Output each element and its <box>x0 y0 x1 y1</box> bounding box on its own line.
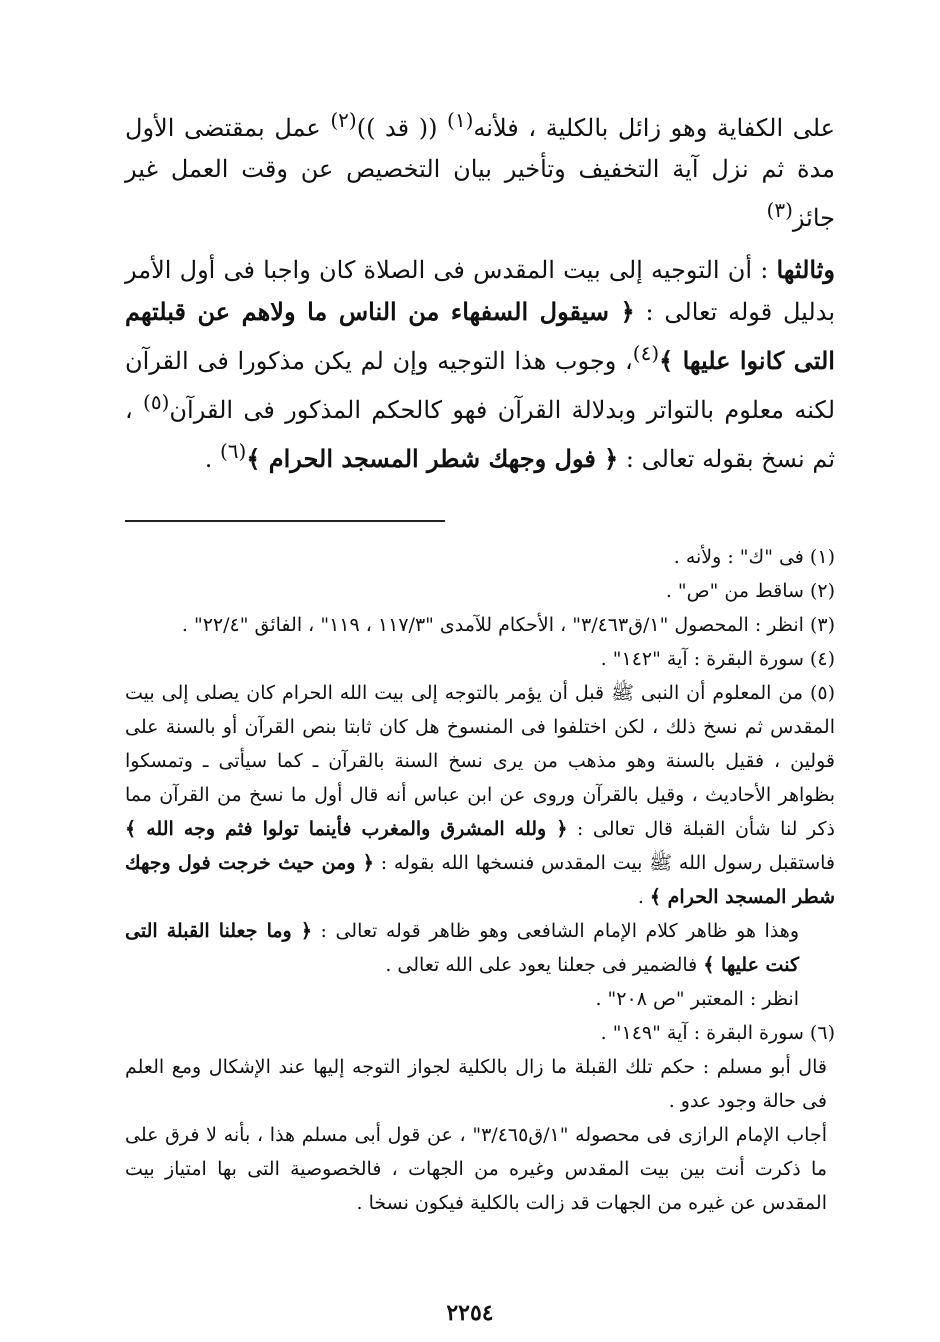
text-run: على الكفاية وهو زائل بالكلية ، فلأنه <box>473 114 835 142</box>
footnote-5-continued <box>125 914 835 982</box>
footnote-1: (١) فى "ك" : ولأنه . <box>673 546 835 568</box>
text-run: (٥) من المعلوم أن النبى ﷺ قبل أن يؤمر بالتوجه إلى بيت الله الحرام كان يصلى إلى بيت المقدس ثم نسخ ذلك ، لكن اختلفوا فى المنسوخ هل كان ثابتا بنص القرآن أو بالسنة على قولين ، فقيل بالسنة وهو مذهب من يرى نسخ السنة بالقرآن ـ كما سيأتى ـ وتمسكوا بظواهر الأحاديث ، وقيل بالقرآن وروى عن ابن عباس أنه قال أول ما نسخ من القرآن مما ذكر لنا شأن القبلة قال تعالى : <box>125 682 835 840</box>
text-run: وهذا هو ظاهر كلام الإمام الشافعى وهو ظاهر قوله تعالى : <box>311 920 799 942</box>
section-lead: وثالثها <box>776 255 835 284</box>
text-run: : أن التوجيه إلى بيت المقدس فى الصلاة كان واجبا فى أول الأمر بدليل قوله تعالى : <box>125 256 836 326</box>
quran-verse: ﴿ ولله المشرق والمغرب فأينما تولوا فثم وجه الله ﴾ <box>125 818 568 840</box>
page-number: ٢٢٥٤ <box>446 1300 494 1326</box>
main-text <box>125 100 835 480</box>
footnote-6-answer: أجاب الإمام الرازى فى محصوله "١/ق٣/٤٦٥" ، عن قول أبى مسلم هذا ، بأنه لا فرق على ما ذكرت أنت بين بيت المقدس وغيره من الجهات ، فالخصوصية التى بها امتياز بيت المقدس عن غيره من الجهات قد زالت بالكلية فيكون نسخا . <box>125 1124 827 1214</box>
footnote-3: (٣) انظر : المحصول "١/ق٣/٤٦٣" ، الأحكام للآمدى "١١٧/٣ ، ١١٩" ، الفائق "٢٢/٤" . <box>181 614 835 636</box>
footnote-ref-4[interactable]: (٤) <box>632 341 660 365</box>
paragraph-2 <box>125 249 835 480</box>
footnote-ref-5[interactable]: (٥) <box>143 390 170 414</box>
footnote-2: (٢) ساقط من "ص" . <box>665 580 835 602</box>
text-run: ، وجوب هذا التوجيه وإن لم يكن مذكورا فى القرآن لكنه معلوم بالتواتر وبدلالة القرآن فهو كالحكم المذكور فى القرآن <box>125 347 835 424</box>
footnote-5 <box>125 676 835 914</box>
footnote-ref-6[interactable]: (٦) <box>219 439 247 463</box>
paragraph-1 <box>125 100 835 239</box>
footnote-5-reference: انظر : المعتبر "ص ٢٠٨" . <box>595 988 799 1010</box>
quran-verse: ﴿ ومن حيث خرجت فول وجهك شطر المسجد الحرام ﴾ <box>125 852 835 908</box>
quran-verse: ﴿ وما جعلنا القبلة التى كنت عليها ﴾ <box>125 920 799 976</box>
text-run: . <box>204 445 220 473</box>
footnote-divider <box>125 520 445 522</box>
footnote-6-quote: قال أبو مسلم : حكم تلك القبلة ما زال بالكلية لجواز التوجه إليها عند الإشكال ومع العلم فى حالة وجود عدو . <box>125 1056 827 1112</box>
footnote-ref-3[interactable]: (٣) <box>766 198 793 222</box>
footnote-4: (٤) سورة البقرة : آية "١٤٢" . <box>600 648 835 670</box>
footnote-ref-1[interactable]: (١) <box>447 108 474 132</box>
quran-verse-2: ﴿ فول وجهك شطر المسجد الحرام ﴾ <box>246 444 619 473</box>
footnote-6: (٦) سورة البقرة : آية "١٤٩" . <box>600 1022 835 1044</box>
text-run: فالضمير فى جعلنا يعود على الله تعالى . <box>385 954 704 976</box>
text-run: ، ثم نسخ بقوله تعالى : <box>125 396 835 473</box>
text-run: عمل بمقتضى الأول مدة ثم نزل آية التخفيف وتأخير بيان التخصيص عن وقت العمل غير جائز <box>125 114 835 232</box>
text-run: فاستقبل رسول الله ﷺ بيت المقدس فنسخها الله بقوله : <box>373 852 835 874</box>
text-run: (( قد )) <box>356 114 448 142</box>
footnotes <box>125 540 835 1220</box>
footnote-ref-2[interactable]: (٢) <box>330 108 357 132</box>
text-run: . <box>637 886 650 908</box>
quran-verse-1: ﴿ سيقول السفهاء من الناس ما ولاهم عن قبلتهم التى كانوا عليها ﴾ <box>125 297 835 375</box>
